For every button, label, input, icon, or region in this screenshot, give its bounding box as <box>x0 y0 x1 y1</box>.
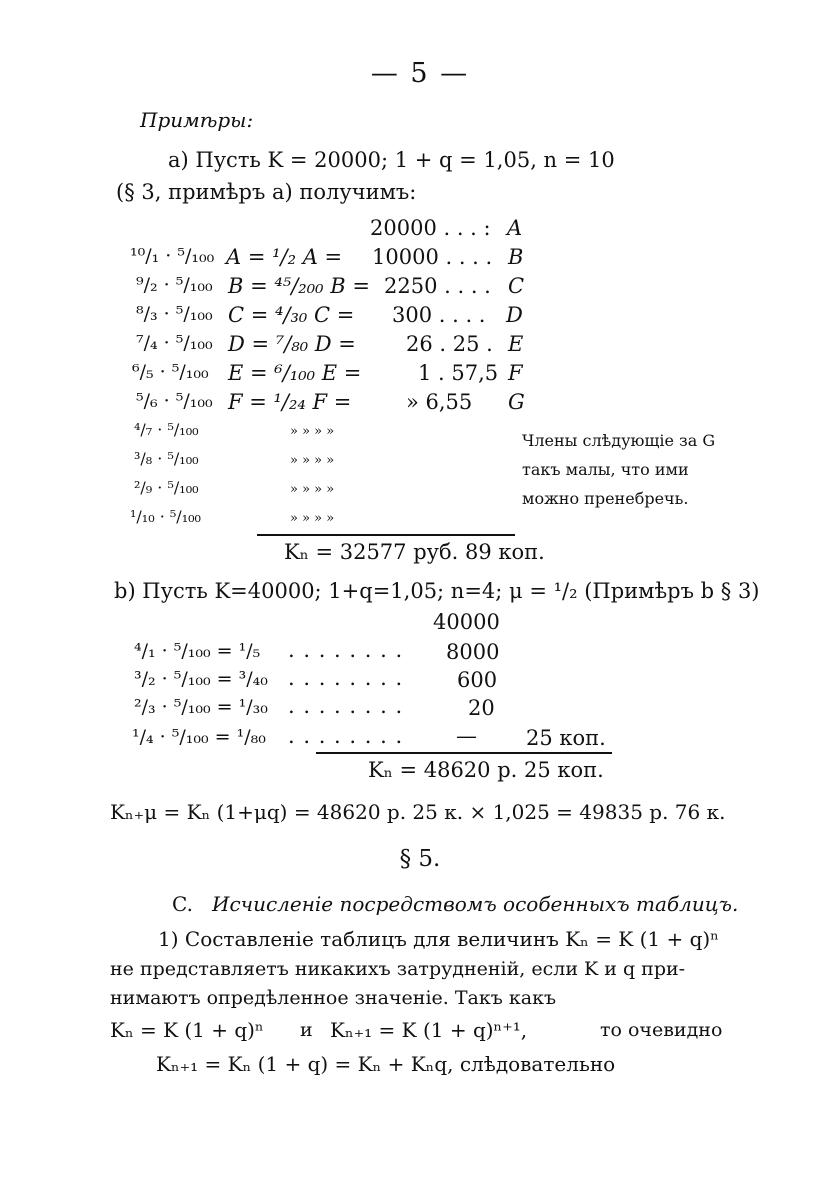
table-b-row-value: 8000 <box>446 640 500 664</box>
table-a-total: Kₙ = 32577 руб. 89 коп. <box>284 540 545 564</box>
table-a-row-factor: ¹⁰/₁ · ⁵/₁₀₀ <box>130 245 215 267</box>
table-b-total: Kₙ = 48620 р. 25 коп. <box>368 758 604 782</box>
table-b-header: 40000 <box>433 610 500 634</box>
table-a-row-value: 1 . 57,5 <box>418 361 499 385</box>
section-c-letter: C. <box>172 892 193 916</box>
examples-label: Примѣры: <box>140 108 254 132</box>
table-b-row-factor: ³/₂ · ⁵/₁₀₀ = ³/₄₀ <box>134 668 268 690</box>
table-a-row-value: 2250 . . . . <box>384 274 491 298</box>
table-a-sum-rule <box>257 534 515 536</box>
table-a-row-expr: B = ⁴⁵/₂₀₀ B = <box>228 274 370 298</box>
table-b-row-dots: . . . . . . . . <box>288 694 404 718</box>
formula-part: Kₙ₊₁ = K (1 + q)ⁿ⁺¹, <box>330 1018 528 1042</box>
table-b-row-value: — <box>456 724 477 748</box>
table-a-row-factor: ⁹/₂ · ⁵/₁₀₀ <box>136 274 213 296</box>
table-a-header-value: 20000 . . . : <box>370 216 491 240</box>
table-a-row-value: 10000 . . . . <box>372 245 493 269</box>
example-a-line1: a) Пусть K = 20000; 1 + q = 1,05, n = 10 <box>168 148 615 172</box>
table-b-row-value: 20 <box>468 696 495 720</box>
paragraph-line: не представляетъ никакихъ затрудненій, если K и q при- <box>110 958 686 980</box>
table-b-row-factor: ²/₃ · ⁵/₁₀₀ = ¹/₃₀ <box>134 696 268 718</box>
formula-b: Kₙ₊μ = Kₙ (1+μq) = 48620 р. 25 к. × 1,025 = 49835 р. 76 к. <box>110 800 726 824</box>
page-number: — 5 — <box>370 58 470 89</box>
table-a-row-expr: D = ⁷/₈₀ D = <box>228 332 356 356</box>
table-a-row-value: 300 . . . . <box>392 303 486 327</box>
table-a-row-ditto: » » » » <box>290 511 335 526</box>
table-a-row-value: » 6,55 <box>406 390 473 414</box>
table-b-row-factor: ⁴/₁ · ⁵/₁₀₀ = ¹/₅ <box>134 640 261 662</box>
table-a-row-letter: C <box>508 274 525 298</box>
section-heading: § 5. <box>399 846 441 872</box>
formula-part: Kₙ = K (1 + q)ⁿ <box>110 1018 264 1042</box>
table-b-row-factor: ¹/₄ · ⁵/₁₀₀ = ¹/₈₀ <box>132 726 266 748</box>
table-a-row-factor: ²/₉ · ⁵/₁₀₀ <box>134 478 199 497</box>
example-b-line: b) Пусть K=40000; 1+q=1,05; n=4; μ = ¹/₂ (Примѣръ b § 3) <box>114 579 760 603</box>
table-a-row-factor: ⁷/₄ · ⁵/₁₀₀ <box>136 332 213 354</box>
table-a-row-expr: E = ⁶/₁₀₀ E = <box>228 361 362 385</box>
table-a-row-factor: ¹/₁₀ · ⁵/₁₀₀ <box>130 507 201 526</box>
formula-part: то очевидно <box>600 1019 723 1041</box>
table-a-note: Члены слѣдующіе за G такъ малы, что ими можно пренебречь. <box>522 431 716 508</box>
table-a-row-ditto: » » » » <box>290 482 335 497</box>
table-a-row-letter: E <box>508 332 524 356</box>
table-a-row-letter: B <box>508 245 524 269</box>
table-a-row-value: 26 . 25 . <box>406 332 493 356</box>
table-a-row-factor: ⁵/₆ · ⁵/₁₀₀ <box>136 390 213 412</box>
table-a-row-expr: F = ¹/₂₄ F = <box>228 390 352 414</box>
example-a-line2: (§ 3, примѣръ а) получимъ: <box>116 180 417 204</box>
table-a-row-expr: C = ⁴/₃₀ C = <box>228 303 355 327</box>
table-a-row-ditto: » » » » <box>290 453 335 468</box>
table-a-row-factor: ³/₈ · ⁵/₁₀₀ <box>134 449 199 468</box>
paragraph-line: 1) Составленіе таблицъ для величинъ Kₙ = K (1 + q)ⁿ <box>158 927 719 951</box>
table-a-row-factor: ⁶/₅ · ⁵/₁₀₀ <box>132 361 209 383</box>
table-b-row-dots: . . . . . . . . <box>288 666 404 690</box>
table-a-row-factor: ⁸/₃ · ⁵/₁₀₀ <box>136 303 213 325</box>
table-a-row-letter: D <box>506 303 523 327</box>
paragraph-line: Kₙ₊₁ = Kₙ (1 + q) = Kₙ + Kₙq, слѣдовательно <box>156 1052 616 1076</box>
table-b-row-value: 600 <box>457 668 498 692</box>
table-a-row-factor: ⁴/₇ · ⁵/₁₀₀ <box>134 420 199 439</box>
table-a-row-letter: G <box>508 390 525 414</box>
table-b-row-dots: . . . . . . . . <box>288 638 404 662</box>
table-b-row-dots: . . . . . . . . <box>288 724 404 748</box>
formula-part: и <box>300 1019 313 1041</box>
table-a-row-letter: F <box>508 361 523 385</box>
section-c-title: Исчисленіе посредствомъ особенныхъ таблицъ. <box>212 892 739 916</box>
paragraph-line: нимаютъ опредѣленное значеніе. Такъ какъ <box>110 987 557 1009</box>
table-b-row-extra: 25 коп. <box>526 726 606 750</box>
table-a-row-ditto: » » » » <box>290 424 335 439</box>
table-a-header-letter: A <box>507 216 523 240</box>
table-b-sum-rule <box>316 752 612 754</box>
table-a-row-expr: A = ¹/₂ A = <box>226 245 343 269</box>
